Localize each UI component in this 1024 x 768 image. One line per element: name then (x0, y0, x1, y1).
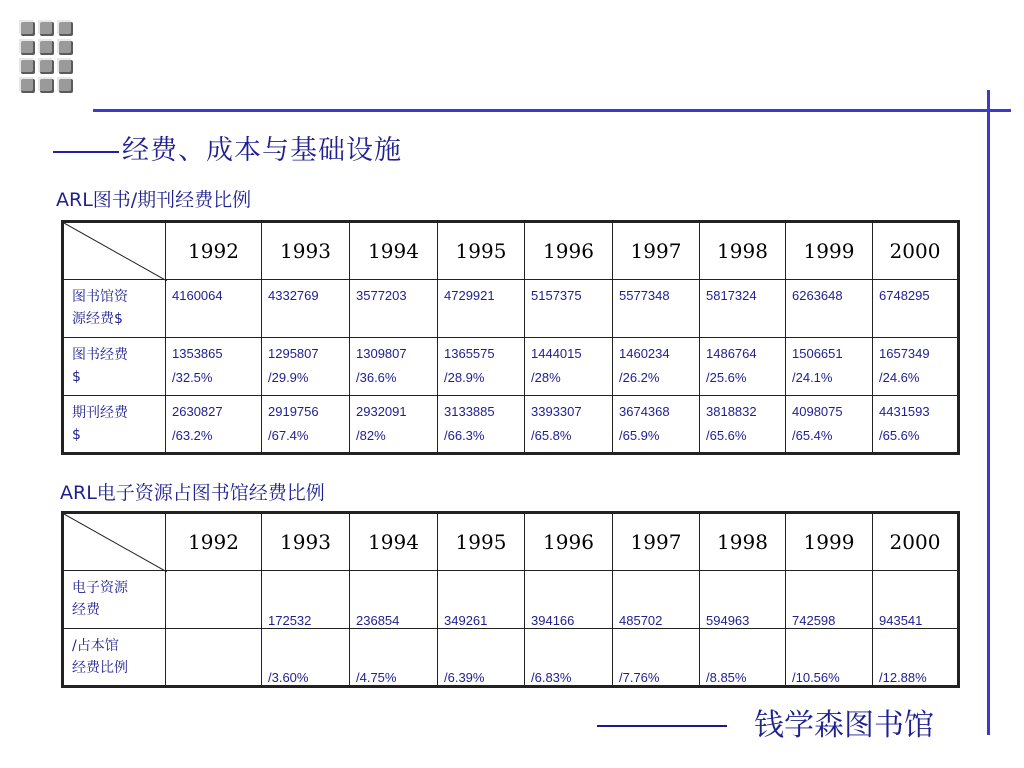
cell-value: 4098075 (792, 404, 843, 419)
data-cell (350, 338, 438, 396)
table1-corner-cell (63, 222, 166, 280)
table-row (63, 396, 959, 454)
row-header (63, 629, 166, 687)
logo-square (38, 58, 52, 72)
table1-year: 1998 (700, 222, 786, 280)
cell-value: 6748295 (879, 288, 930, 303)
cell-value: 1309807 (356, 346, 407, 361)
cell-value: 5577348 (619, 288, 670, 303)
row-header-line: /占本馆 (72, 638, 119, 654)
logo-square (57, 20, 71, 34)
cell-value: 2932091 (356, 404, 407, 419)
data-cell: /8.85% (700, 629, 786, 687)
cell-value: 1506651 (792, 346, 843, 361)
cell-value: 2630827 (172, 404, 223, 419)
data-cell: 594963 (700, 571, 786, 629)
data-cell: /7.76% (613, 629, 700, 687)
cell-value: 3133885 (444, 404, 495, 419)
data-cell (262, 338, 350, 396)
data-cell (350, 396, 438, 454)
cell-value: 1486764 (706, 346, 757, 361)
data-cell (166, 396, 262, 454)
cell-value: 4160064 (172, 288, 223, 303)
table2-year: 2000 (873, 513, 959, 571)
logo-square (57, 77, 71, 91)
data-cell: 394166 (525, 571, 613, 629)
row-header (63, 338, 166, 396)
cell-percent: /65.6% (879, 428, 920, 443)
footer-dash (597, 725, 727, 727)
data-cell (700, 280, 786, 338)
data-cell (786, 396, 873, 454)
cell-value: 4729921 (444, 288, 495, 303)
data-cell (700, 396, 786, 454)
data-cell (166, 571, 262, 629)
data-cell (438, 280, 525, 338)
data-cell (438, 396, 525, 454)
table1-year: 1996 (525, 222, 613, 280)
cell-value: 1657349 (879, 346, 930, 361)
table2-header-row (63, 513, 959, 571)
cell-percent: /65.4% (792, 428, 833, 443)
table2-year: 1998 (700, 513, 786, 571)
cell-value: 4431593 (879, 404, 930, 419)
data-cell: 172532 (262, 571, 350, 629)
data-cell: 349261 (438, 571, 525, 629)
data-cell (700, 338, 786, 396)
cell-value: 3674368 (619, 404, 670, 419)
section-title: 经费、成本与基础设施 (122, 135, 402, 166)
table1-year: 1992 (166, 222, 262, 280)
table2-year: 1992 (166, 513, 262, 571)
data-cell: 742598 (786, 571, 873, 629)
row-header (63, 396, 166, 454)
table1-year: 1999 (786, 222, 873, 280)
table2-corner-cell (63, 513, 166, 571)
logo-square (57, 39, 71, 53)
cell-percent: /65.9% (619, 428, 660, 443)
data-cell: /6.83% (525, 629, 613, 687)
data-cell (613, 280, 700, 338)
cell-value: 3577203 (356, 288, 407, 303)
data-cell: 943541 (873, 571, 959, 629)
cell-percent: /28.9% (444, 370, 485, 385)
data-cell (438, 338, 525, 396)
row-header-line: 电子资源 (72, 580, 128, 596)
diagonal-line (64, 223, 167, 281)
cell-value: 1460234 (619, 346, 670, 361)
cell-value: 1365575 (444, 346, 495, 361)
cell-percent: /29.9% (268, 370, 309, 385)
table-row (63, 629, 959, 687)
diagonal-line (64, 514, 167, 572)
row-header-line: 图书馆资 (72, 289, 128, 305)
table-book-journal-funding (61, 220, 960, 455)
cell-percent: /66.3% (444, 428, 485, 443)
data-cell (166, 629, 262, 687)
table2-year: 1993 (262, 513, 350, 571)
cell-percent: /25.6% (706, 370, 747, 385)
cell-percent: /67.4% (268, 428, 309, 443)
data-cell (613, 338, 700, 396)
logo-grid-icon (19, 20, 81, 100)
data-cell: /6.39% (438, 629, 525, 687)
logo-square (38, 77, 52, 91)
data-cell (873, 280, 959, 338)
logo-square (38, 39, 52, 53)
logo-square (19, 58, 33, 72)
data-cell (166, 280, 262, 338)
table1-year: 1994 (350, 222, 438, 280)
cell-percent: /82% (356, 428, 386, 443)
cell-value: 2919756 (268, 404, 319, 419)
cell-percent: /36.6% (356, 370, 397, 385)
logo-square (19, 77, 33, 91)
table-row (63, 280, 959, 338)
data-cell (873, 396, 959, 454)
data-cell (786, 280, 873, 338)
cell-percent: /26.2% (619, 370, 660, 385)
table-electronic-resources (61, 511, 960, 688)
data-cell (873, 338, 959, 396)
table1-caption: ARL图书/期刊经费比例 (56, 189, 252, 211)
cell-percent: /65.8% (531, 428, 572, 443)
table1-year: 1997 (613, 222, 700, 280)
data-cell (350, 280, 438, 338)
table1-year: 2000 (873, 222, 959, 280)
data-cell (613, 396, 700, 454)
cell-value: 6263648 (792, 288, 843, 303)
cell-value: 1353865 (172, 346, 223, 361)
cell-value: 4332769 (268, 288, 319, 303)
data-cell (525, 338, 613, 396)
table-row (63, 338, 959, 396)
cell-percent: /65.6% (706, 428, 747, 443)
table2-year: 1995 (438, 513, 525, 571)
logo-square (38, 20, 52, 34)
row-header-line: 图书经费 (72, 347, 128, 363)
footer-library-name: 钱学森图书馆 (754, 708, 934, 743)
table1-year: 1995 (438, 222, 525, 280)
data-cell (786, 338, 873, 396)
data-cell (525, 280, 613, 338)
data-cell (262, 280, 350, 338)
top-divider (93, 109, 1011, 112)
row-header-line: $ (72, 369, 81, 385)
cell-percent: /24.6% (879, 370, 920, 385)
row-header-line: $ (72, 427, 81, 443)
data-cell (166, 338, 262, 396)
title-dash (53, 151, 119, 153)
cell-value: 5157375 (531, 288, 582, 303)
table2-year: 1997 (613, 513, 700, 571)
row-header-line: 经费 (72, 602, 100, 618)
cell-percent: /32.5% (172, 370, 213, 385)
table2-year: 1994 (350, 513, 438, 571)
table2-caption: ARL电子资源占图书馆经费比例 (60, 482, 325, 504)
table2-year: 1999 (786, 513, 873, 571)
data-cell (262, 396, 350, 454)
cell-value: 3393307 (531, 404, 582, 419)
data-cell: /3.60% (262, 629, 350, 687)
cell-value: 5817324 (706, 288, 757, 303)
row-header-line: 源经费$ (72, 311, 123, 327)
right-divider (987, 90, 990, 735)
cell-value: 3818832 (706, 404, 757, 419)
data-cell: /12.88% (873, 629, 959, 687)
cell-value: 1444015 (531, 346, 582, 361)
row-header-line: 期刊经费 (72, 405, 128, 421)
data-cell (525, 396, 613, 454)
table1-header-row (63, 222, 959, 280)
logo-square (19, 20, 33, 34)
cell-percent: /63.2% (172, 428, 213, 443)
logo-square (57, 58, 71, 72)
cell-percent: /24.1% (792, 370, 833, 385)
cell-percent: /28% (531, 370, 561, 385)
data-cell: 485702 (613, 571, 700, 629)
logo-square (19, 39, 33, 53)
data-cell: /4.75% (350, 629, 438, 687)
table2-year: 1996 (525, 513, 613, 571)
data-cell: 236854 (350, 571, 438, 629)
row-header-line: 经费比例 (72, 660, 128, 676)
data-cell: /10.56% (786, 629, 873, 687)
cell-value: 1295807 (268, 346, 319, 361)
row-header (63, 280, 166, 338)
row-header (63, 571, 166, 629)
table1-year: 1993 (262, 222, 350, 280)
table-row (63, 571, 959, 629)
